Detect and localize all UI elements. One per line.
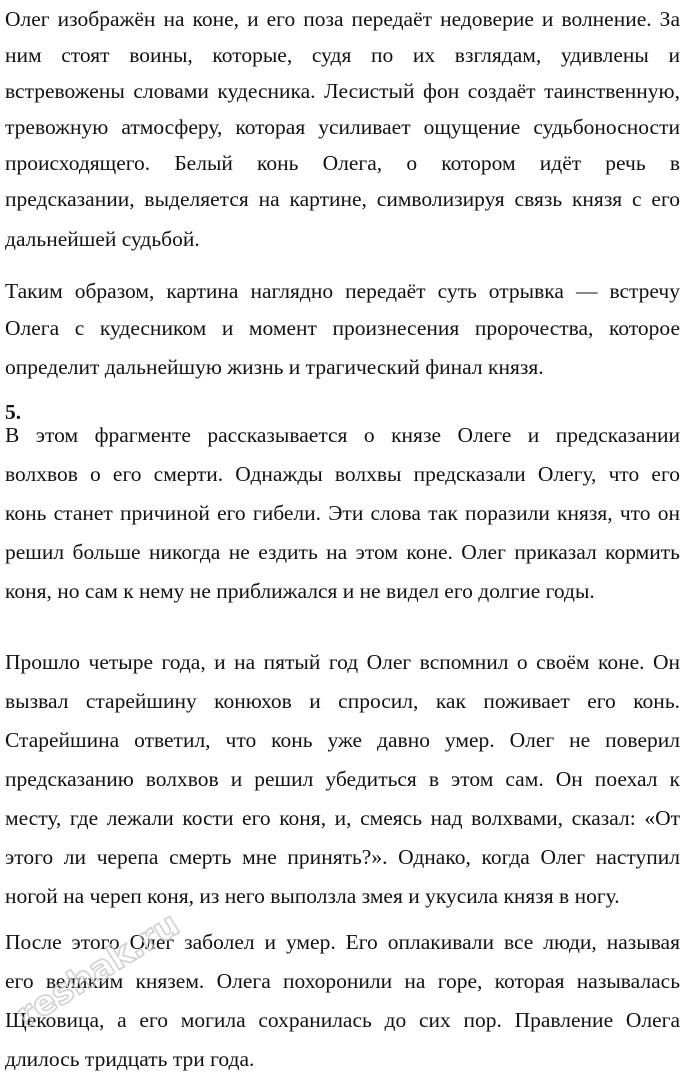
text-line: его великим князем. Олега похоронили на горе, которая называлась xyxy=(5,969,680,993)
text-line: ногой на череп коня, из него выползла змея и укусила князя в ногу. xyxy=(5,884,620,908)
text-line: предсказании, выделяется на картине, символизируя связь князя с его xyxy=(5,187,680,211)
text-line: длилось тридцать три года. xyxy=(5,1047,255,1071)
text-line: определит дальнейшую жизнь и трагический финал князя. xyxy=(5,355,544,379)
watermark-text: reshak.ru xyxy=(9,904,187,1036)
text-line: этого ли черепа смерть мне принять?». Однако, когда Олег наступил xyxy=(5,845,680,869)
text-line: коня, но сам к нему не приближался и не видел его долгие годы. xyxy=(5,579,595,603)
text-line: В этом фрагменте рассказывается о князе Олеге и предсказании xyxy=(5,423,680,447)
text-line: встревожены словами кудесника. Лесистый фон создаёт таинственную, xyxy=(5,79,680,103)
text-line: Щековица, а его могила сохранилась до сих пор. Правление Олега xyxy=(5,1008,680,1032)
text-line: волхвов о его смерти. Однажды волхвы предсказали Олегу, что его xyxy=(5,462,680,486)
text-line: Прошло четыре года, и на пятый год Олег вспомнил о своём коне. Он xyxy=(5,650,680,674)
text-line: дальнейшей судьбой. xyxy=(5,227,200,251)
text-line: конь станет причиной его гибели. Эти слова так поразили князя, что он xyxy=(5,501,680,525)
text-line: предсказанию волхвов и решил убедиться в этом сам. Он поехал к xyxy=(5,767,680,791)
section-number: 5. xyxy=(5,400,22,424)
text-line: Олег изображён на коне, и его поза передаёт недоверие и волнение. За xyxy=(5,7,680,31)
text-line: происходящего. Белый конь Олега, о котором идёт речь в xyxy=(5,151,680,175)
text-line: решил больше никогда не ездить на этом коне. Олег приказал кормить xyxy=(5,540,680,564)
text-line: вызвал старейшину конюхов и спросил, как поживает его конь. xyxy=(5,689,680,713)
text-line: Старейшина ответил, что конь уже давно умер. Олег не поверил xyxy=(5,728,680,752)
text-line: ним стоят воины, которые, судя по их взглядам, удивлены и xyxy=(5,43,680,67)
text-line: Олега с кудесником и момент произнесения пророчества, которое xyxy=(5,316,680,340)
text-line: Таким образом, картина наглядно передаёт суть отрывка — встречу xyxy=(5,279,680,303)
text-line: месту, где лежали кости его коня, и, смеясь над волхвами, сказал: «От xyxy=(5,806,680,830)
text-line: После этого Олег заболел и умер. Его оплакивали все люди, называя xyxy=(5,930,680,954)
text-line: тревожную атмосферу, которая усиливает ощущение судьбоносности xyxy=(5,115,680,139)
